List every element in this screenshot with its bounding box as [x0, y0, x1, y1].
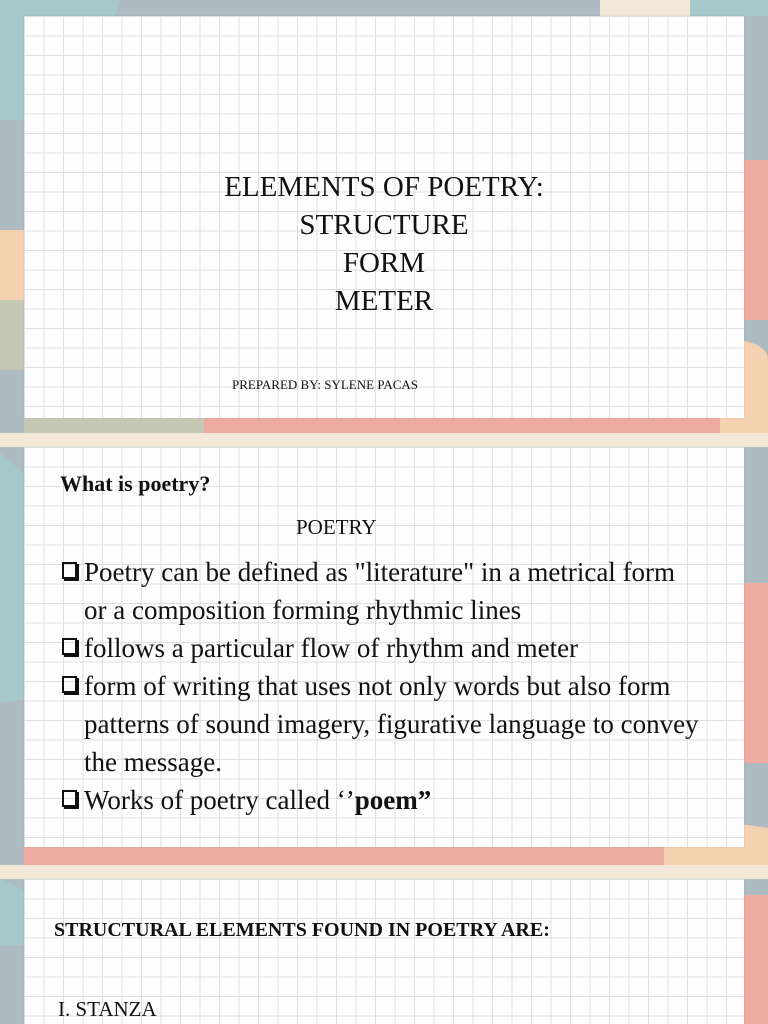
- checkbox-bullet-icon: [62, 638, 77, 655]
- bullet-text: Works of poetry called ‘’: [84, 785, 355, 815]
- slide-question: What is poetry?: [60, 471, 211, 496]
- title-line-2: STRUCTURE: [299, 209, 469, 241]
- bullet-item: [62, 781, 702, 819]
- checkbox-bullet-icon: [62, 676, 77, 693]
- list-item: I. STANZA: [58, 997, 157, 1021]
- checkbox-bullet-icon: [62, 790, 77, 807]
- bullet-text: form of writing that uses not only words but also form patterns of sound imagery, figurative language to convey the message.: [84, 671, 699, 777]
- title-line-1: ELEMENTS OF POETRY:: [224, 171, 544, 203]
- bullet-bold-term: poem”: [354, 785, 432, 815]
- slide-paper: [24, 16, 744, 418]
- structural-elements-slide: [0, 865, 768, 1024]
- poetry-definition-slide: [0, 433, 768, 865]
- bullet-text: follows a particular flow of rhythm and meter: [84, 633, 579, 663]
- slide-heading: STRUCTURAL ELEMENTS FOUND IN POETRY ARE:: [54, 919, 550, 941]
- slide-subheading: POETRY: [296, 515, 377, 539]
- slide-title: [24, 168, 744, 320]
- title-line-4: METER: [334, 285, 434, 317]
- bullet-item: [62, 667, 702, 781]
- prepared-by: PREPARED BY: SYLENE PACAS: [232, 377, 419, 392]
- title-line-3: FORM: [342, 247, 426, 279]
- checkbox-bullet-icon: [62, 562, 77, 579]
- bullet-text: Poetry can be defined as "literature" in a metrical form or a composition forming rhythmic lines: [84, 557, 676, 625]
- title-slide: [0, 0, 768, 433]
- slide-paper: [24, 879, 744, 1024]
- bullet-item: [62, 629, 702, 667]
- bullet-item: [62, 553, 702, 629]
- bullet-list: [62, 553, 702, 819]
- slide-paper: [24, 447, 744, 847]
